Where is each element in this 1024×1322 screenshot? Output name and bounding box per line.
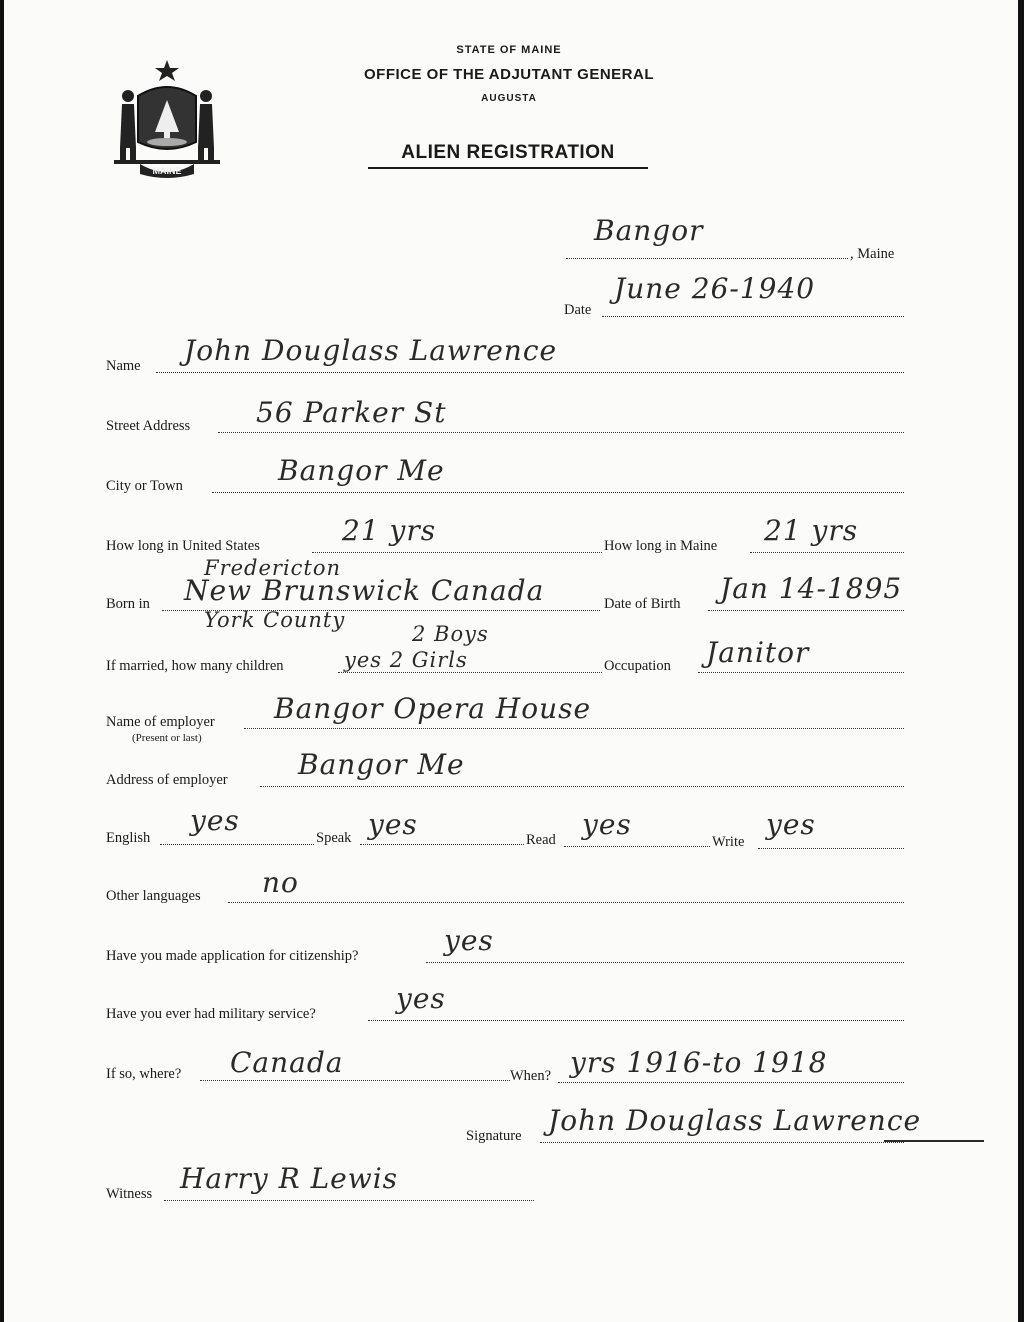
city-line (212, 492, 904, 493)
dob-label: Date of Birth (604, 596, 681, 612)
employer-sub-label: (Present or last) (132, 732, 202, 744)
read-value: yes (582, 808, 632, 841)
date-line (602, 316, 904, 317)
speak-label: Speak (316, 830, 352, 846)
signature-line (540, 1142, 904, 1143)
other-languages-label: Other languages (106, 888, 201, 904)
children-label: If married, how many children (106, 658, 284, 674)
children-line (338, 672, 602, 673)
other-languages-line (228, 902, 904, 903)
where-line (200, 1080, 510, 1081)
city-label: City or Town (106, 478, 183, 494)
how-long-maine-label: How long in Maine (604, 538, 718, 554)
city-value: Bangor Me (278, 454, 445, 487)
write-value: yes (766, 808, 816, 841)
read-label: Read (526, 832, 556, 848)
citizenship-label: Have you made application for citizenship? (106, 948, 359, 964)
children-girls-value: yes 2 Girls (344, 648, 468, 672)
when-label: When? (510, 1068, 552, 1084)
witness-line (164, 1200, 534, 1201)
how-long-us-label: How long in United States (106, 538, 260, 554)
street-line (218, 432, 904, 433)
born-city-value: Fredericton (204, 556, 342, 580)
header-office: OFFICE OF THE ADJUTANT GENERAL (364, 66, 654, 83)
place-value: Bangor (594, 214, 704, 247)
citizenship-value: yes (444, 924, 494, 957)
header-city: AUGUSTA (481, 93, 537, 104)
how-long-maine-value: 21 yrs (764, 514, 859, 547)
name-line (156, 372, 904, 373)
name-label: Name (106, 358, 141, 374)
signature-flourish (884, 1140, 984, 1142)
employer-line (244, 728, 904, 729)
when-line (558, 1082, 904, 1083)
where-label: If so, where? (106, 1066, 182, 1082)
occupation-label: Occupation (604, 658, 671, 674)
children-boys-value: 2 Boys (412, 622, 489, 646)
witness-label: Witness (106, 1186, 153, 1202)
english-label: English (106, 830, 151, 846)
form-title: ALIEN REGISTRATION (368, 142, 648, 169)
born-in-label: Born in (106, 596, 150, 612)
citizenship-line (426, 962, 904, 963)
how-long-maine-line (750, 552, 904, 553)
street-value: 56 Parker St (256, 396, 447, 429)
occupation-value: Janitor (706, 636, 810, 669)
date-value: June 26-1940 (614, 272, 816, 305)
english-value: yes (190, 804, 240, 837)
read-line (564, 846, 710, 847)
employer-address-line (260, 786, 904, 787)
employer-label: Name of employer (106, 714, 215, 730)
employer-value: Bangor Opera House (274, 692, 592, 725)
alien-registration-form (4, 0, 1018, 1322)
speak-value: yes (368, 808, 418, 841)
military-label: Have you ever had military service? (106, 1006, 316, 1022)
employer-address-value: Bangor Me (298, 748, 465, 781)
military-line (368, 1020, 904, 1021)
name-value: John Douglass Lawrence (184, 334, 558, 367)
occupation-line (698, 672, 904, 673)
maine-label: , Maine (850, 246, 895, 262)
when-value: yrs 1916-to 1918 (570, 1046, 828, 1079)
born-province-value: New Brunswick Canada (184, 574, 545, 607)
street-label: Street Address (106, 418, 191, 434)
speak-line (360, 844, 524, 845)
military-value: yes (396, 982, 446, 1015)
date-label: Date (564, 302, 592, 318)
english-line (160, 844, 314, 845)
where-value: Canada (230, 1046, 344, 1079)
signature-label: Signature (466, 1128, 522, 1144)
witness-value: Harry R Lewis (180, 1162, 399, 1195)
born-county-value: York County (204, 608, 346, 632)
dob-value: Jan 14-1895 (720, 572, 903, 605)
other-languages-value: no (262, 866, 299, 899)
signature-value: John Douglass Lawrence (548, 1104, 922, 1137)
header-state: STATE OF MAINE (456, 44, 562, 56)
how-long-us-line (312, 552, 602, 553)
place-line (566, 258, 848, 259)
how-long-us-value: 21 yrs (342, 514, 437, 547)
write-line (758, 848, 904, 849)
write-label: Write (712, 834, 745, 850)
dob-line (708, 610, 904, 611)
seal-banner-text: MAINE (152, 166, 182, 176)
employer-address-label: Address of employer (106, 772, 228, 788)
